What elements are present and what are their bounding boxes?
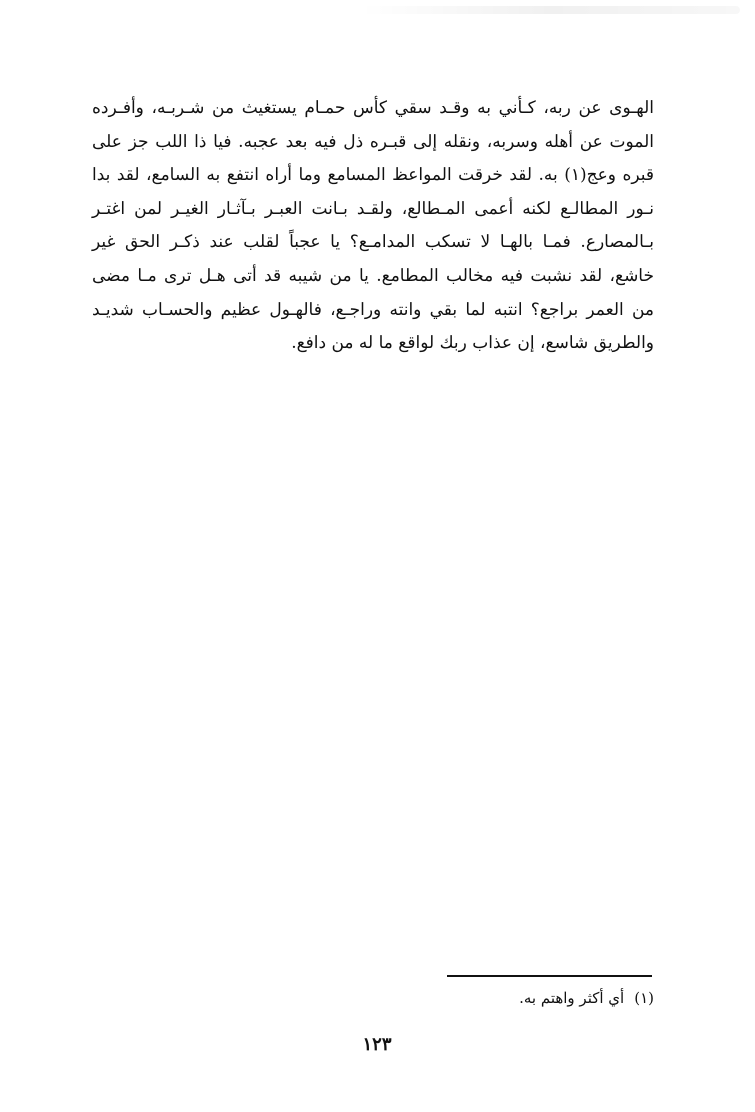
footnote <box>400 986 654 1010</box>
text-line: خاشع، لقد نشبت فيه مخالب المطامع. يا من شيبه قد أتى هـل ترى مـا مضى <box>92 265 654 286</box>
text-line: الهـوى عن ربه، كـأني به وقـد سقي كأس حمـام يستغيث من شـربـه، وأفـرده <box>92 98 654 118</box>
text-line: قبره وعج(١) به. لقد خرقت المواعظ المسامع وما أراه انتفع به السامع، لقد بدا <box>92 165 654 186</box>
main-text-block <box>92 92 654 361</box>
text-line: نـور المطالـع لكنه أعمى المـطالع، ولقـد بـانت العبـر بـآثـار الغيـر لمن اغتـر <box>92 198 654 219</box>
text-line: من العمر براجع؟ انتبه لما بقي وانته وراجـع، فالهـول عظيم والحسـاب شديـد <box>92 299 654 320</box>
footnote-divider <box>447 975 652 977</box>
text-line: والطريق شاسع، إن عذاب ربك لواقع ما له من دافع. <box>291 333 654 354</box>
page-number: ١٢٣ <box>362 1034 392 1055</box>
scan-smudge <box>360 6 740 14</box>
footnote-marker: (١) <box>634 989 654 1007</box>
footnote-text: أي أكثر واهتم به. <box>519 989 625 1007</box>
text-line: بـالمصارع. فمـا بالهـا لا تسكب المدامـع؟ يا عجباً لقلب عند ذكـر الحق غير <box>92 232 654 253</box>
text-line: الموت عن أهله وسربه، ونقله إلى قبـره ذل فيه بعد عجبه. فيا ذا اللب جز على <box>92 131 654 152</box>
